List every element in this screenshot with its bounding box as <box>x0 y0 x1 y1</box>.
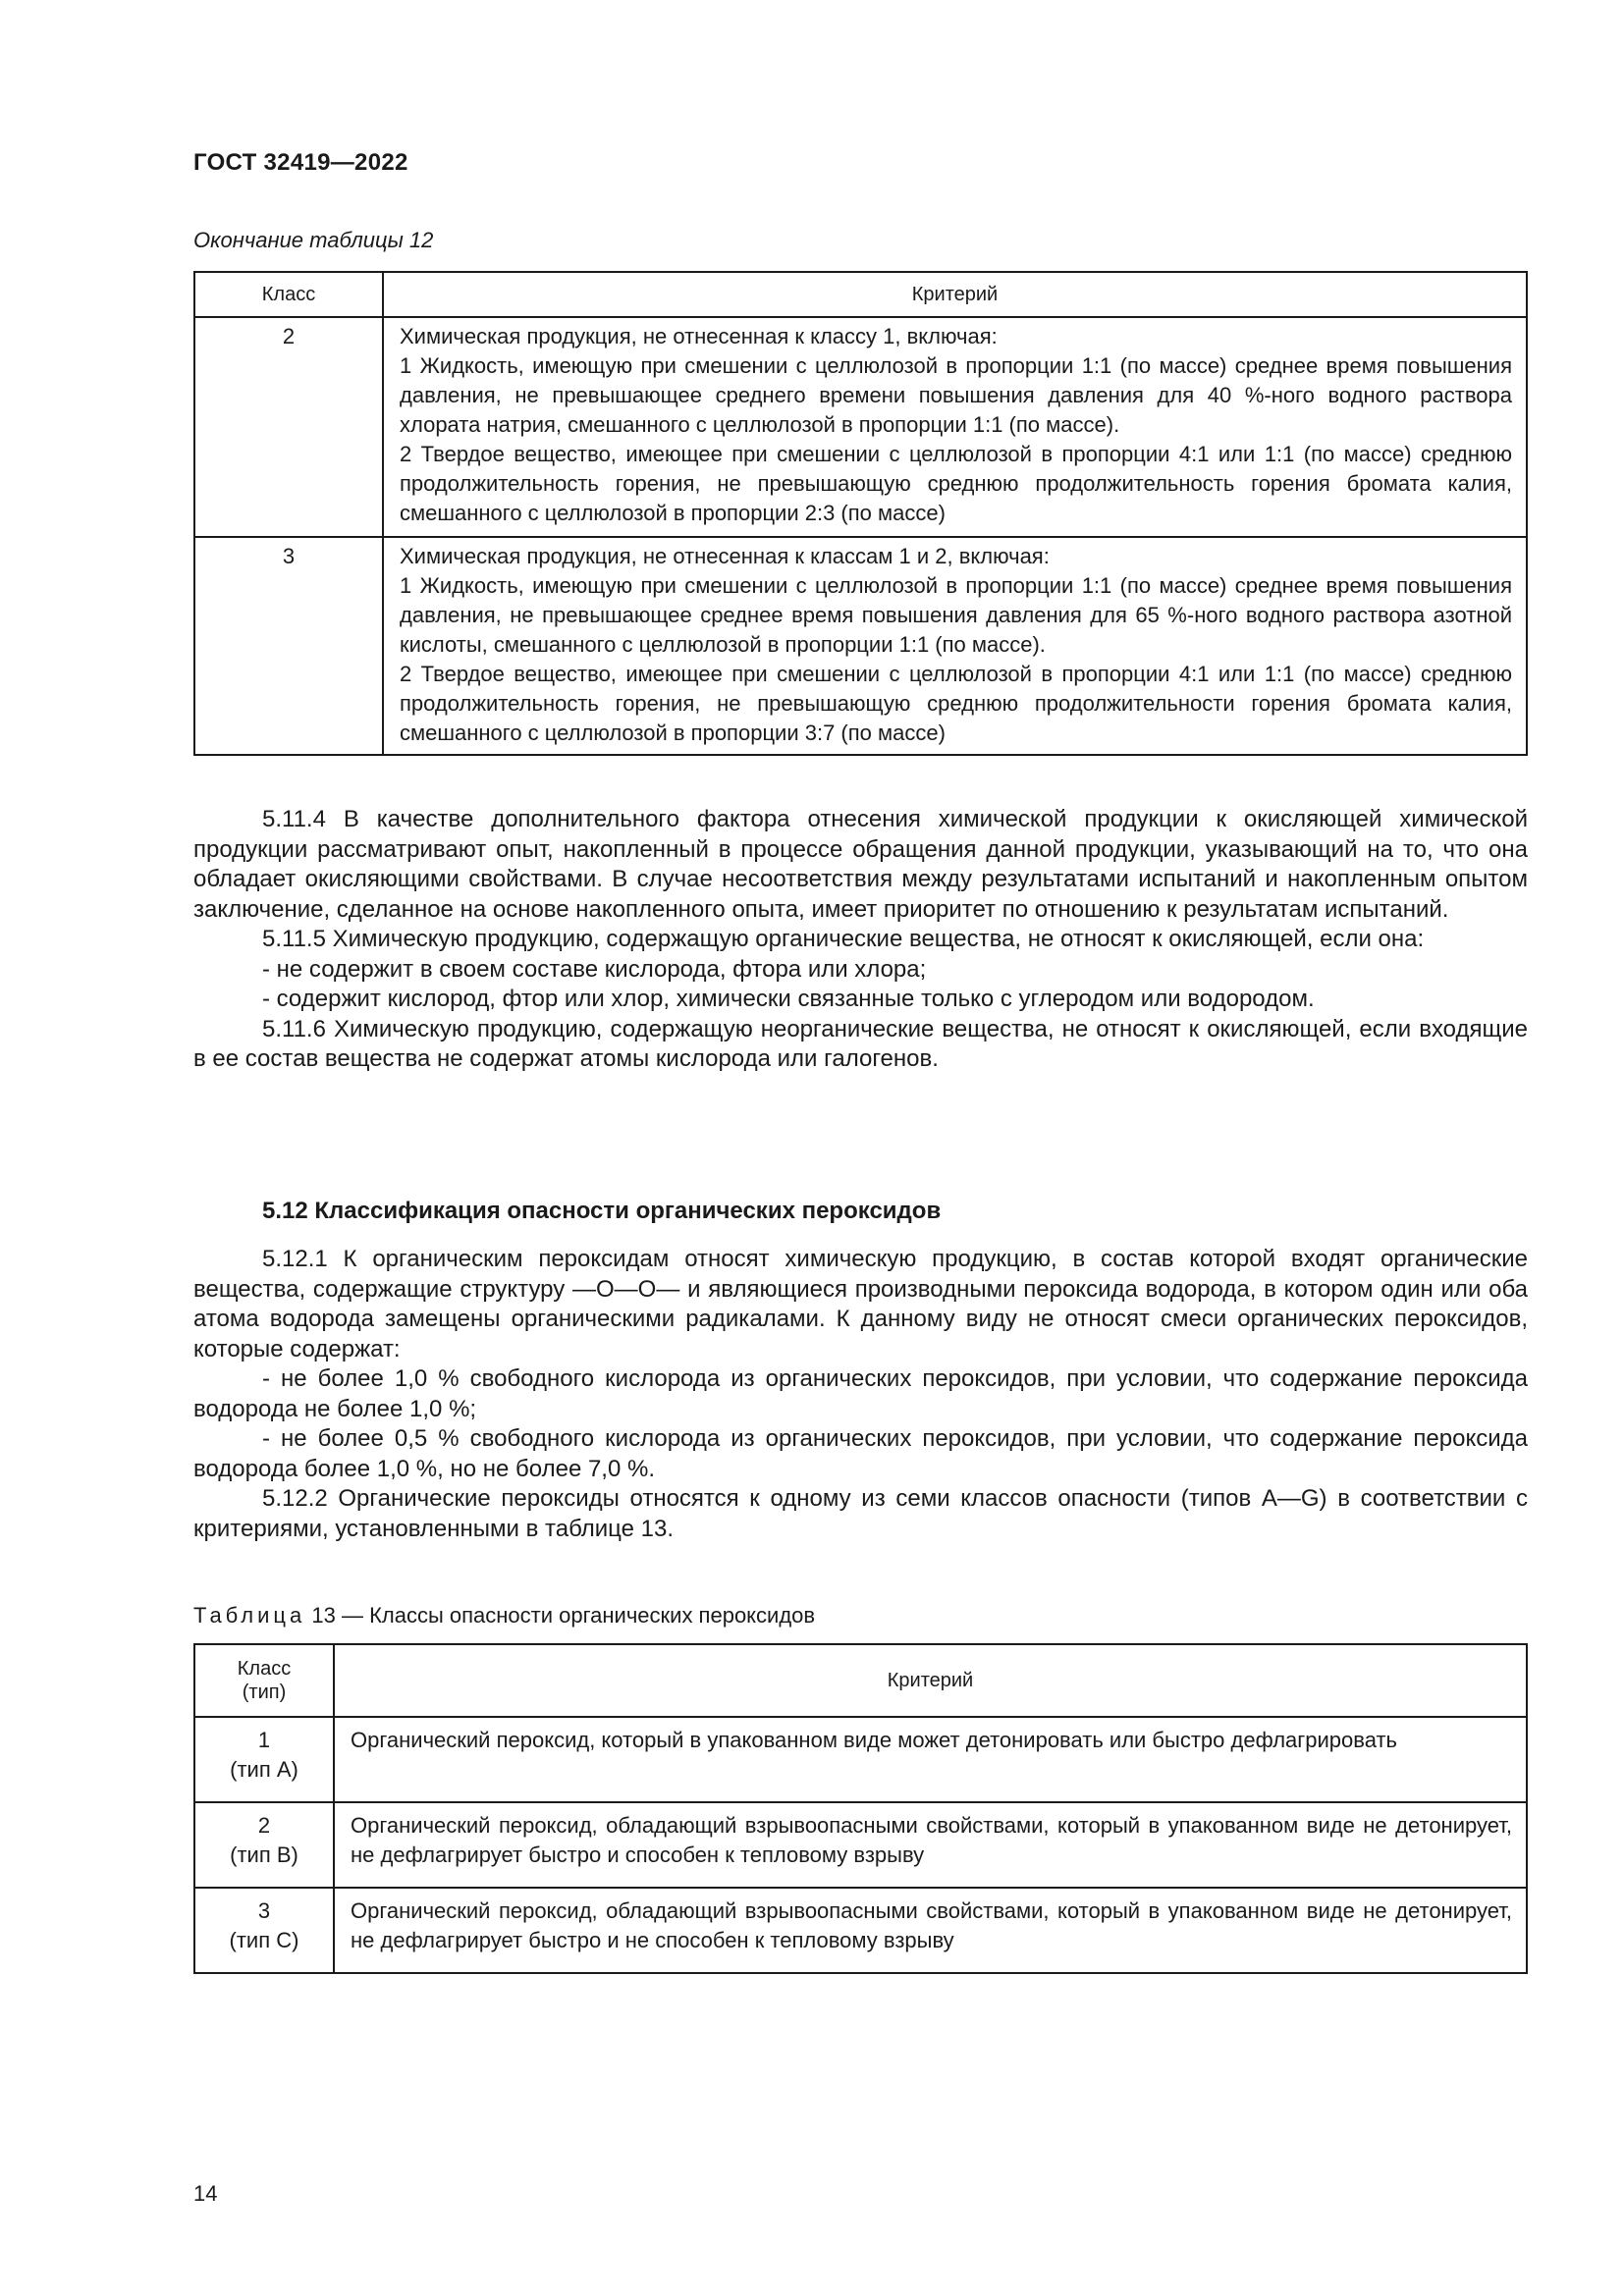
paragraph-5-11-4: 5.11.4 В качестве дополнительного фактора отнесения химической продукции к окисляющей химической продукции рассматривают опыт, накопленный в процессе обращения данной продукции, указывающий на то, что она обладает окисляющими свойствами. В случае несоответствия между результатами испытаний и накопленным опытом заключение, сделанное на основе накопленного опыта, имеет приоритет по отношению к результатам испытаний. <box>193 806 1528 923</box>
table-12-continuation-caption: Окончание таблицы 12 <box>193 228 434 252</box>
class-type: (тип В) <box>230 1842 298 1867</box>
table-row <box>194 1802 1527 1888</box>
column-header-criterion: Критерий <box>383 272 1527 317</box>
list-item: - не более 0,5 % свободного кислорода из органических пероксидов, при условии, что содержание пероксида водорода более 1,0 %, но не более 7,0 %. <box>193 1425 1528 1482</box>
column-header-criterion: Критерий <box>334 1644 1527 1717</box>
class-type: (тип С) <box>229 1928 299 1952</box>
table-row <box>194 1717 1527 1802</box>
table-12 <box>193 271 1528 756</box>
paragraph-5-12-1: 5.12.1 К органическим пероксидам относят химическую продукцию, в состав которой входят органические вещества, содержащие структуру —О—О— и являющиеся производными пероксида водорода, в котором один или оба атома водорода замещены органическими радикалами. К данному виду не относят смеси органических пероксидов, которые содержат: <box>193 1246 1528 1362</box>
criterion-cell: Органический пероксид, обладающий взрывоопасными свойствами, который в упакованном виде не детонирует, не дефлагрирует быстро и способен к тепловому взрыву <box>334 1802 1527 1888</box>
list-item: - содержит кислород, фтор или хлор, химически связанные только с углеродом или водородом. <box>262 986 1315 1012</box>
list-item: - не более 1,0 % свободного кислорода из органических пероксидов, при условии, что содержание пероксида водорода не более 1,0 %; <box>193 1365 1528 1422</box>
paragraph-5-12-2: 5.12.2 Органические пероксиды относятся к одному из семи классов опасности (типов А—G) в соответствии с критериями, установленными в таблице 13. <box>193 1485 1528 1542</box>
table-13 <box>193 1643 1528 1974</box>
table-caption-text: 13 — Классы опасности органических пероксидов <box>311 1603 816 1628</box>
class-type: (тип А) <box>230 1757 298 1782</box>
list-item: - не содержит в своем составе кислорода, фтора или хлора; <box>262 955 927 983</box>
class-cell <box>194 1888 334 1973</box>
header-line: (тип) <box>242 1682 287 1703</box>
table-header-row <box>194 1644 1527 1717</box>
class-cell: 2 <box>194 317 383 537</box>
document-code: ГОСТ 32419—2022 <box>193 149 408 176</box>
paragraph-5-11-5: 5.11.5 Химическую продукцию, содержащую органические вещества, не относят к окисляющей, если она: <box>262 926 1425 952</box>
class-number: 3 <box>257 1898 271 1923</box>
column-header-class <box>194 1644 334 1717</box>
criterion-cell: Органический пероксид, который в упакованном виде может детонировать или быстро дефлагрировать <box>334 1717 1527 1802</box>
column-header-class: Класс <box>194 272 383 317</box>
criterion-cell: Органический пероксид, обладающий взрывоопасными свойствами, который в упакованном виде не детонирует, не дефлагрирует быстро и не способен к тепловому взрыву <box>334 1888 1527 1973</box>
criterion-line: Химическая продукция, не отнесенная к классу 1, включая: <box>400 324 998 348</box>
table-row <box>194 317 1527 537</box>
criterion-cell <box>383 317 1527 537</box>
class-cell <box>194 1802 334 1888</box>
table-caption-label: Таблица <box>193 1603 306 1628</box>
section-heading-5-12: 5.12 Классификация опасности органических пероксидов <box>262 1198 942 1224</box>
paragraph-5-11-6: 5.11.6 Химическую продукцию, содержащую неорганические вещества, не относят к окисляющей, если входящие в ее состав вещества не содержат атомы кислорода или галогенов. <box>193 1015 1528 1072</box>
header-line: Класс <box>237 1658 292 1680</box>
criterion-line: Химическая продукция, не отнесенная к классам 1 и 2, включая: <box>400 544 1050 568</box>
table-13-caption <box>193 1603 815 1629</box>
table-header-row <box>194 272 1527 317</box>
table-row <box>194 537 1527 755</box>
class-number: 1 <box>257 1728 271 1752</box>
class-number: 2 <box>257 1813 271 1838</box>
criterion-line: 2 Твердое вещество, имеющее при смешении с целлюлозой в пропорции 4:1 или 1:1 (по массе) среднюю продолжительность горения, не превышающую среднюю продолжительность горения бромата калия, смешанного с целлюлозой в пропорции 2:3 (по массе) <box>400 442 1512 525</box>
criterion-line: 1 Жидкость, имеющую при смешении с целлюлозой в пропорции 1:1 (по массе) среднее время повышения давления, не превышающее среднее время повышения давления для 65 %-ного водного раствора азотной кислоты, смешанного с целлюлозой в пропорции 1:1 (по массе). <box>400 573 1512 657</box>
table-row <box>194 1888 1527 1973</box>
page-number: 14 <box>193 2181 218 2206</box>
section-5-11-text <box>193 805 1528 1075</box>
criterion-line: 2 Твердое вещество, имеющее при смешении с целлюлозой в пропорции 4:1 или 1:1 (по массе) среднюю продолжительность горения, не превышающую среднюю продолжительности горения бромата калия, смешанного с целлюлозой в пропорции 3:7 (по массе) <box>400 662 1512 745</box>
criterion-cell <box>383 537 1527 755</box>
section-5-12-text <box>193 1245 1528 1544</box>
criterion-line: 1 Жидкость, имеющую при смешении с целлюлозой в пропорции 1:1 (по массе) среднее время повышения давления, не превышающее среднего времени повышения давления для 40 %-ного водного раствора хлората натрия, смешанного с целлюлозой в пропорции 1:1 (по массе). <box>400 353 1512 437</box>
class-cell <box>194 1717 334 1802</box>
class-cell: 3 <box>194 537 383 755</box>
